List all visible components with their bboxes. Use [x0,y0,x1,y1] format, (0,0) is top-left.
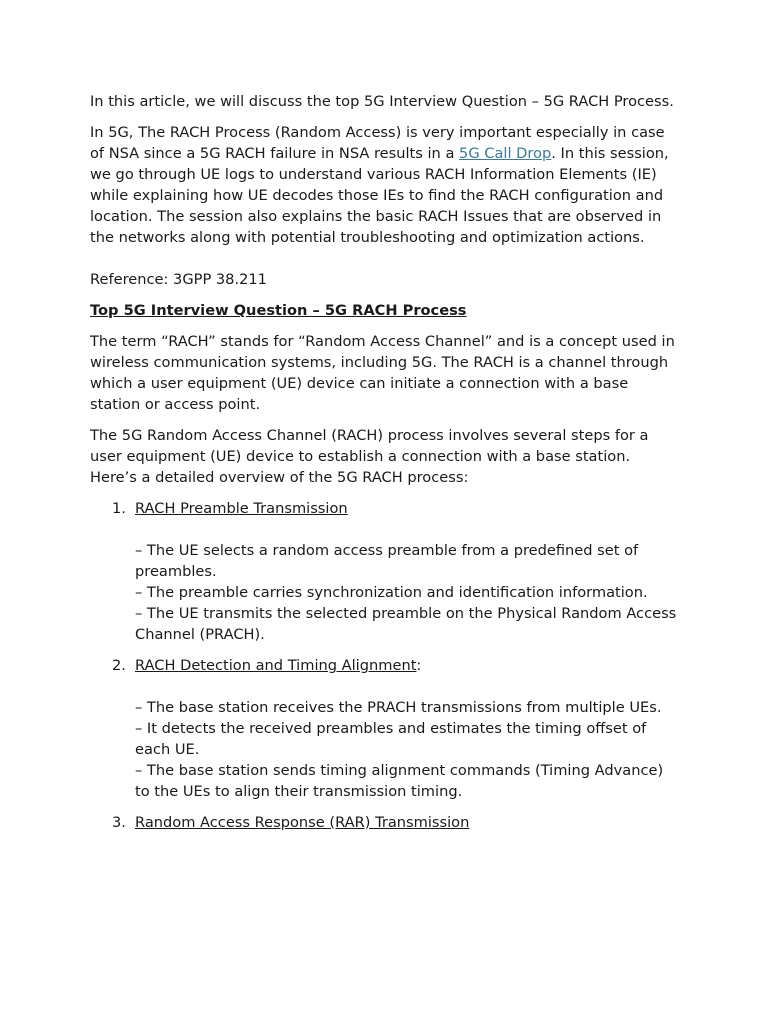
rach-process-paragraph: The 5G Random Access Channel (RACH) process involves several steps for a user equipment (UE) device to establish a connection with a base station. Here’s a detailed overview of the 5G RACH process: [90,427,649,486]
step-detail-line: – The UE transmits the selected preamble on the Physical Random Access Channel (PRACH). [135,605,677,643]
step-details [135,540,680,645]
step-detail-line: – It detects the received preambles and estimates the timing offset of each UE. [135,720,647,758]
section-heading: Top 5G Interview Question – 5G RACH Process [90,302,467,319]
intro-paragraph: In this article, we will discuss the top 5G Interview Question – 5G RACH Process. [90,93,674,110]
rach-importance-text-continued: . In this session, we go through UE logs to understand various RACH Information Elements (IE) while explaining how UE decodes those IEs to find the RACH configuration and location. The session also explains the basic RACH Issues that are observed in the networks along with potential troubleshooting and optimization actions. [90,145,669,246]
rach-importance-paragraph [90,122,680,248]
5g-call-drop-link[interactable]: 5G Call Drop [459,145,552,162]
list-item [90,812,680,833]
rach-steps-list [90,498,680,833]
step-detail-line: – The base station receives the PRACH transmissions from multiple UEs. [135,699,662,716]
step-detail-line: – The preamble carries synchronization and identification information. [135,584,648,601]
step-title: RACH Detection and Timing Alignment [135,657,417,674]
rach-term-paragraph: The term “RACH” stands for “Random Access Channel” and is a concept used in wireless communication systems, including 5G. The RACH is a channel through which a user equipment (UE) device can initiate a connection with a base station or access point. [90,333,675,413]
list-item [90,655,680,802]
step-detail-line: – The base station sends timing alignment commands (Timing Advance) to the UEs to align their transmission timing. [135,762,664,800]
article-body [90,91,680,843]
step-number: 3. [112,814,126,831]
rach-importance-text: In 5G, The RACH Process (Random Access) is very important especially in case of NSA since a 5G RACH failure in NSA results in a [90,124,665,162]
step-title: RACH Preamble Transmission [135,500,348,517]
step-title-suffix: : [416,657,422,674]
step-detail-line: – The UE selects a random access preamble from a predefined set of preambles. [135,542,639,580]
list-item [90,498,680,645]
reference-line: Reference: 3GPP 38.211 [90,271,267,288]
step-number: 2. [112,657,126,674]
step-number: 1. [112,500,126,517]
step-details [135,697,680,802]
step-title: Random Access Response (RAR) Transmission [135,814,470,831]
